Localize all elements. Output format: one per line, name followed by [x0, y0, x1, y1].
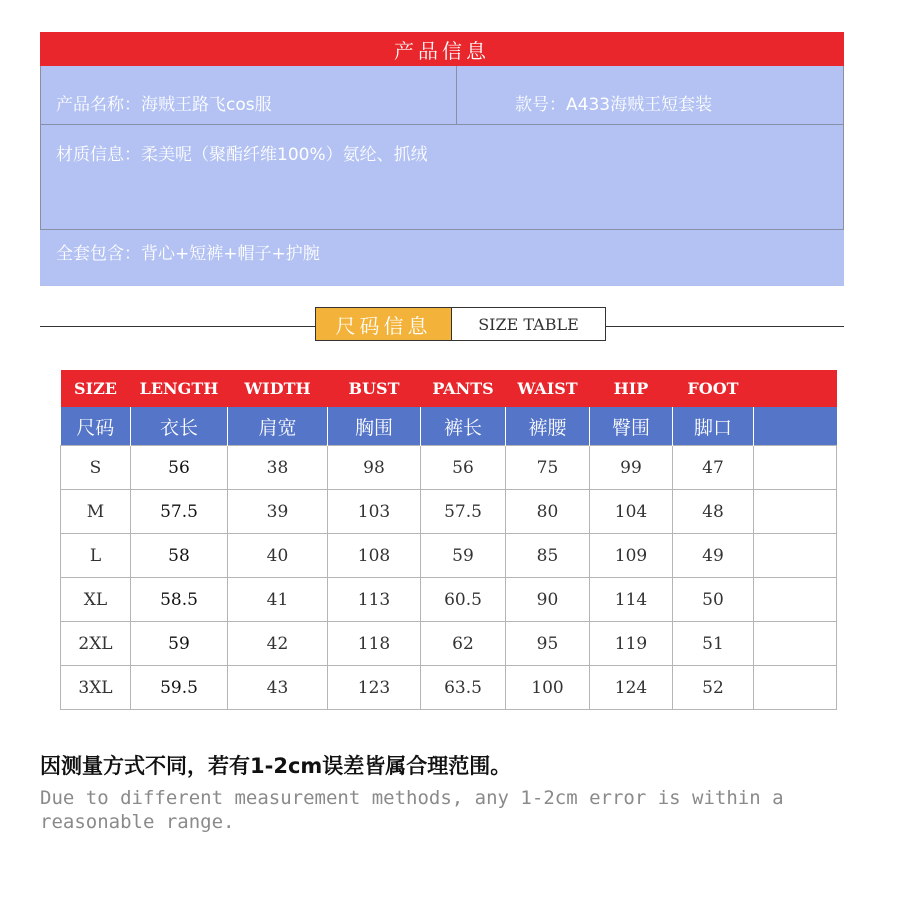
table-row: [61, 534, 837, 578]
table-row: [61, 446, 837, 490]
measurement-note-cn: 因测量方式不同，若有1-2cm误差皆属合理范围。: [40, 754, 512, 778]
table-header-en: [61, 370, 837, 407]
header-cell: HIP: [590, 370, 673, 407]
material-info: 材质信息：柔美呢（聚酯纤维100%）氨纶、抓绒: [56, 145, 428, 165]
table-cell: 39: [228, 490, 328, 534]
table-cell: 40: [228, 534, 328, 578]
measurement-note-en: Due to different measurement methods, any 1-2cm error is within a reasonable range.: [40, 787, 784, 833]
header-cell: 衣长: [131, 407, 228, 446]
size-table: [60, 370, 837, 710]
table-cell: 38: [228, 446, 328, 490]
size-cell: M: [61, 490, 131, 534]
table-cell: [754, 534, 837, 578]
header-cell: 脚口: [673, 407, 754, 446]
table-cell: 58: [131, 534, 228, 578]
size-cell: 2XL: [61, 622, 131, 666]
title-rule-left: [40, 326, 315, 327]
table-cell: 108: [328, 534, 421, 578]
title-rule-right: [606, 326, 844, 327]
table-cell: 56: [131, 446, 228, 490]
header-cell: WIDTH: [228, 370, 328, 407]
table-cell: 56: [421, 446, 506, 490]
product-name: 产品名称：海贼王路飞cos服: [56, 95, 272, 115]
table-cell: 63.5: [421, 666, 506, 710]
table-cell: [754, 578, 837, 622]
table-cell: 123: [328, 666, 421, 710]
table-cell: 103: [328, 490, 421, 534]
table-cell: 43: [228, 666, 328, 710]
size-cell: XL: [61, 578, 131, 622]
table-cell: 100: [506, 666, 590, 710]
table-cell: 62: [421, 622, 506, 666]
set-contents: 全套包含：背心+短裤+帽子+护腕: [56, 244, 320, 264]
table-cell: 57.5: [421, 490, 506, 534]
table-row: [61, 578, 837, 622]
table-cell: 42: [228, 622, 328, 666]
header-cell: LENGTH: [131, 370, 228, 407]
table-cell: 114: [590, 578, 673, 622]
table-cell: 98: [328, 446, 421, 490]
product-info-header: 产品信息: [40, 32, 844, 66]
table-cell: 59: [131, 622, 228, 666]
table-cell: 59: [421, 534, 506, 578]
table-cell: 104: [590, 490, 673, 534]
table-cell: 49: [673, 534, 754, 578]
table-cell: [754, 666, 837, 710]
table-cell: 47: [673, 446, 754, 490]
header-cell: BUST: [328, 370, 421, 407]
header-cell: 胸围: [328, 407, 421, 446]
table-cell: 57.5: [131, 490, 228, 534]
size-cell: L: [61, 534, 131, 578]
table-cell: 60.5: [421, 578, 506, 622]
header-cell: PANTS: [421, 370, 506, 407]
table-cell: [754, 622, 837, 666]
header-cell: FOOT: [673, 370, 754, 407]
table-cell: 50: [673, 578, 754, 622]
table-header-cn: [61, 407, 837, 446]
size-title-cn: 尺码信息: [315, 307, 452, 341]
size-cell: 3XL: [61, 666, 131, 710]
table-cell: 58.5: [131, 578, 228, 622]
table-cell: 109: [590, 534, 673, 578]
table-cell: 51: [673, 622, 754, 666]
table-cell: 41: [228, 578, 328, 622]
table-cell: 113: [328, 578, 421, 622]
table-cell: 95: [506, 622, 590, 666]
table-cell: 119: [590, 622, 673, 666]
table-row: [61, 490, 837, 534]
table-cell: 75: [506, 446, 590, 490]
table-row: [61, 622, 837, 666]
header-cell: SIZE: [61, 370, 131, 407]
size-title-en: SIZE TABLE: [452, 307, 606, 341]
header-cell: 臀围: [590, 407, 673, 446]
table-cell: 59.5: [131, 666, 228, 710]
table-cell: 85: [506, 534, 590, 578]
table-cell: [754, 446, 837, 490]
size-cell: S: [61, 446, 131, 490]
header-cell: 裤腰: [506, 407, 590, 446]
table-cell: 80: [506, 490, 590, 534]
header-cell: WAIST: [506, 370, 590, 407]
header-cell: 尺码: [61, 407, 131, 446]
table-cell: 118: [328, 622, 421, 666]
header-cell: 肩宽: [228, 407, 328, 446]
table-cell: [754, 490, 837, 534]
table-cell: 52: [673, 666, 754, 710]
header-cell: [754, 407, 837, 446]
table-row: [61, 666, 837, 710]
table-cell: 48: [673, 490, 754, 534]
table-cell: 90: [506, 578, 590, 622]
table-cell: 99: [590, 446, 673, 490]
product-info-panel: [40, 66, 844, 286]
table-cell: 124: [590, 666, 673, 710]
column-divider: [456, 66, 457, 124]
style-number: 款号：A433海贼王短套装: [515, 95, 713, 115]
header-cell: 裤长: [421, 407, 506, 446]
header-cell: [754, 370, 837, 407]
